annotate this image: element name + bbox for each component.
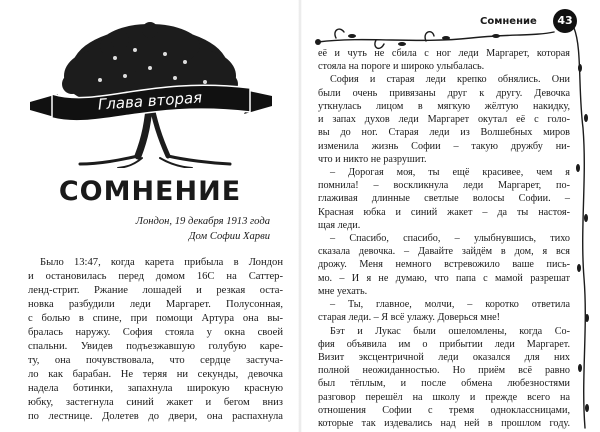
- page-number: 43: [553, 9, 577, 33]
- text-line: отношения Софии с тремя одноклассницами,: [318, 404, 570, 416]
- text-line: вы до ног. Старая леди из Волшебных миров: [318, 127, 570, 139]
- text-line: Красная юбка и синий жакет – да ты настоя-: [318, 206, 570, 218]
- text-line: ло как барабан. Не теряя ни секунды, девочка: [28, 369, 283, 380]
- text-line: были очень привязаны друг к другу. Девочка: [318, 87, 570, 99]
- text-line: сказала девочка. – Давайте зайдём в дом, я вся: [318, 246, 570, 258]
- text-line: разговор перешёл на школу и прежде всего на: [318, 391, 570, 403]
- text-line: стояла на пороге и широко улыбалась.: [318, 61, 485, 73]
- text-line: которые так издевались над ней в прошлом году.: [318, 418, 570, 429]
- text-line: по лестнице. Долетев до двери, она распахнула: [28, 411, 283, 422]
- chapter-label: Глава вторая: [97, 88, 203, 114]
- text-line: надела ботинки, запахнула широкую красную: [28, 383, 283, 394]
- text-line: Бэт и Лукас были ошеломлены, когда Со-: [330, 325, 570, 337]
- dateline-house: Дом Софии Харви: [188, 231, 270, 242]
- text-line: с болью в спине, при помощи Артура она вы-: [28, 313, 283, 324]
- text-line: фия объявила им о прибытии леди Маргарет.: [318, 338, 570, 350]
- book-gutter: [298, 0, 302, 432]
- text-line: дрожу. Меня немного встревожило ваше пись-: [318, 259, 570, 271]
- text-line: бралась наружу. София стояла у окна своей: [28, 327, 283, 338]
- text-line: ту, она почувствовала, что сердце застуча-: [28, 355, 283, 366]
- text-line: – Спасибо, спасибо, – улыбнувшись, тихо: [330, 233, 570, 244]
- text-line: и остановилась перед домом 16С на Саттер-: [28, 271, 283, 282]
- text-line: – Ты, главное, молчи, – коротко ответила: [330, 299, 570, 311]
- chapter-title: СОМНЕНИЕ: [58, 176, 242, 207]
- text-line: ленд-стрит. Ржание лошадей и резкая оста-: [28, 285, 283, 296]
- text-line: глаживая длинные светлые волосы Софии. –: [318, 193, 570, 205]
- text-line: полной неожиданностью. Но приём всё равно: [318, 365, 570, 377]
- running-head: Сомнение: [480, 16, 537, 27]
- text-line: – Дорогая моя, ты ещё красивее, чем я: [330, 166, 570, 178]
- text-line: её и чуть не сбила с ног леди Маргарет, которая: [318, 48, 570, 59]
- text-line: изменила жизнь Софии – такую дружбу ни-: [318, 140, 570, 152]
- text-line: юбку, застегнула синий жакет и бегом вниз: [28, 397, 283, 408]
- text-line: мо. – И я не думаю, что папа с мамой разрешат: [318, 272, 570, 284]
- text-line: новка разбудили леди Маргарет. Полусонная,: [28, 299, 283, 310]
- text-line: спальни. Увидев подъезжавшую голубую каре-: [28, 341, 283, 352]
- text-line: что и никто не разрушит.: [318, 153, 427, 165]
- text-line: старая леди. – Я всё улажу. Доверься мне!: [318, 312, 501, 324]
- text-line: помнила! – воскликнула леди Маргарет, по-: [318, 180, 570, 192]
- text-line: щая леди.: [318, 219, 361, 231]
- text-line: Было 13:47, когда карета прибыла в Лондон: [40, 257, 283, 268]
- dateline-place: Лондон, 19 декабря 1913 года: [135, 216, 270, 227]
- text-line: София и старая леди крепко обнялись. Они: [330, 74, 570, 86]
- text-line: мне уехать.: [318, 285, 368, 297]
- text-line: был тёплым, и после обмена любезностями: [318, 378, 570, 390]
- text-line: и запах духов леди Маргарет окутал её с голо-: [318, 114, 570, 126]
- text-line: Визит эксцентричной леди оказался для них: [318, 351, 570, 363]
- text-line: уткнулась лицом в мягкую жёлтую накидку,: [318, 100, 570, 112]
